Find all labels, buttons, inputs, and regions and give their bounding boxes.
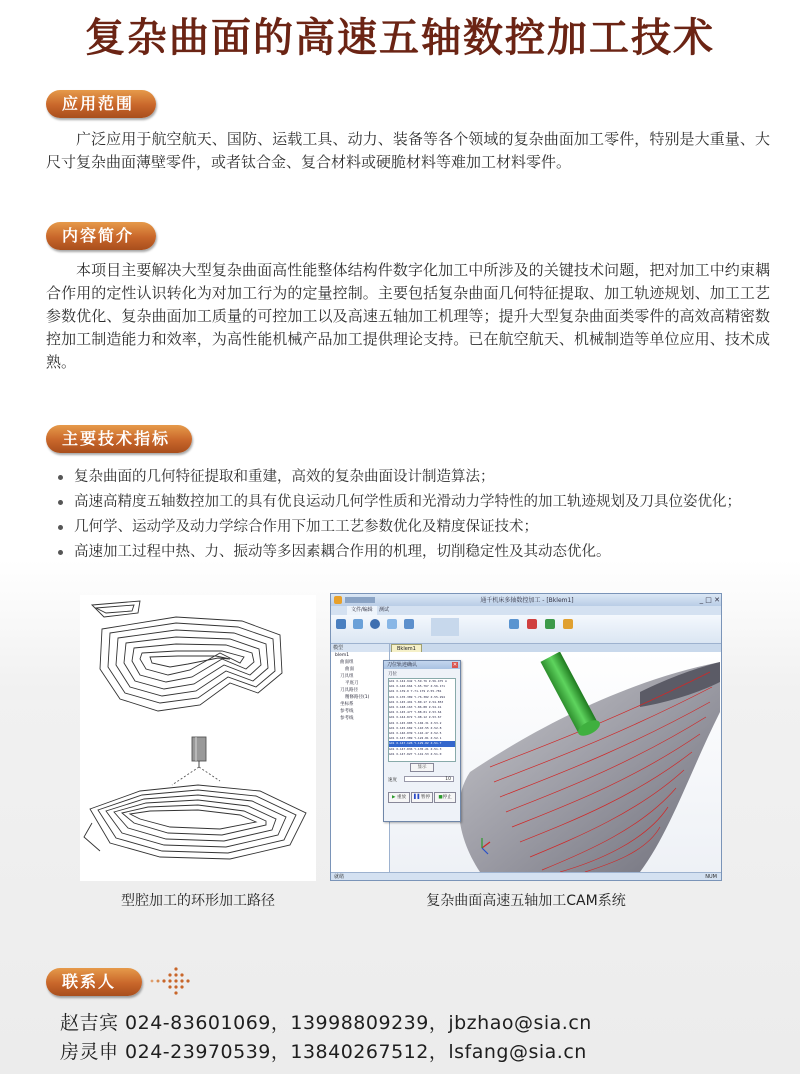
toolpath-confirm-dialog xyxy=(383,660,461,822)
model-tree-panel xyxy=(331,644,390,872)
nc-line[interactable]: GO1 X-145.682 Y-110.55 Z-52.8 xyxy=(389,725,442,730)
tree-item[interactable]: 参考线 xyxy=(340,716,354,721)
stop-icon: ■ xyxy=(438,795,443,800)
indicator-text: 高速加工过程中热、力、振动等多因素耦合作用的机理，切削稳定性及其动态优化。 xyxy=(74,544,611,560)
nc-line[interactable]: GO1 X-147.126 Y-129.02 Z-51.7 xyxy=(389,741,455,746)
decorative-dots-icon xyxy=(150,966,194,996)
section-heading-summary: 内容简介 xyxy=(46,222,156,250)
summary-paragraph: 本项目主要解决大型复杂曲面高性能整体结构件数字化加工中所涉及的关键技术问题，把对加工中约束耦合作用的定性认识转化为对加工行为的定量控制。主要包括复杂曲面几何特征提取、加工轨迹规划、加工工艺参数优化、复杂曲面加工质量的可控加工以及高速五轴加工机理等；提升大型复杂曲面类零件的高效高精密数控加工制造能力和效率，为高性能机械产品加工提供理论支持。已在航空航天、机械制造等单位应用、技术成熟。 xyxy=(46,261,770,371)
cam-window-title: 通千机床多轴数控加工 - [Bklem1] xyxy=(480,597,574,604)
cam-title-bar xyxy=(331,594,722,606)
toolpath-check-icon[interactable] xyxy=(527,619,537,629)
dialog-show-button[interactable]: 显示 xyxy=(410,763,434,772)
stop-button[interactable] xyxy=(434,792,456,803)
pause-button[interactable] xyxy=(411,792,433,803)
dialog-list-label: 刀位 xyxy=(388,672,397,677)
tree-item[interactable]: blem1 xyxy=(335,653,350,658)
view-tools-group[interactable] xyxy=(431,618,459,636)
bullet-dot-icon xyxy=(58,500,63,505)
window-controls[interactable]: _ □ ✕ xyxy=(699,596,720,604)
status-right: NUM xyxy=(705,874,717,880)
tree-item[interactable]: 曲面组 xyxy=(340,660,354,665)
section-heading-application: 应用范围 xyxy=(46,90,156,118)
play-icon: ▶ xyxy=(392,795,396,800)
contact-line: 房灵申 024-23970539，13840267512，lsfang@sia.cn xyxy=(60,1041,587,1063)
indicator-text: 高速高精度五轴数控加工的具有优良运动几何学性质和光滑动力学特性的加工轨迹规划及刀具位姿优化； xyxy=(74,494,741,510)
stop-label: 停止 xyxy=(442,795,452,800)
nc-line[interactable]: GO1 X-142.942 Y-59.76 Z-56.475 A xyxy=(389,679,447,683)
nc-code-list[interactable] xyxy=(388,678,456,762)
right-figure-caption: 复杂曲面高速五轴加工CAM系统 xyxy=(426,893,626,909)
ribbon-body xyxy=(331,615,722,644)
tree-item[interactable]: 参考线 xyxy=(340,709,354,714)
bullet-dot-icon xyxy=(58,475,63,480)
status-left: 就绪 xyxy=(334,874,345,880)
contact-line: 赵吉宾 024-83601069，13998809239，jbzhao@sia.cn xyxy=(60,1012,592,1034)
select-all-icon[interactable] xyxy=(353,619,363,629)
replay-button[interactable] xyxy=(388,792,410,803)
ribbon-tabbar xyxy=(331,606,722,615)
bullet-dot-icon xyxy=(58,525,63,530)
nc-line[interactable]: GO1 X-144.872 Y-98.12 Z-53.67 xyxy=(389,715,442,720)
nc-line[interactable]: GO1 X-140.664 Y-65.767 Z-56.171 xyxy=(389,684,445,689)
output-code-icon[interactable] xyxy=(563,619,573,629)
indicator-item xyxy=(58,515,778,540)
bullet-dot-icon xyxy=(58,550,63,555)
ribbon-tab-test[interactable]: 测试 xyxy=(379,607,390,613)
ribbon-tab-file[interactable]: 文件/编辑 xyxy=(347,606,377,615)
section-heading-indicators: 主要技术指标 xyxy=(46,425,192,453)
tree-item[interactable]: 平底刀 xyxy=(345,681,359,686)
rotate-icon[interactable] xyxy=(370,619,380,629)
nc-line[interactable]: GO1 X-147.389 Y-122.81 Z-52.1 xyxy=(389,736,442,741)
pause-label: 暂停 xyxy=(420,795,430,800)
indicator-list xyxy=(58,465,778,565)
import-icon[interactable] xyxy=(336,619,346,629)
process-param-icon[interactable] xyxy=(545,619,555,629)
dialog-close-icon[interactable]: ✕ xyxy=(452,662,458,668)
section-heading-contacts: 联系人 xyxy=(46,968,142,996)
pan-icon[interactable] xyxy=(404,619,414,629)
nc-line[interactable]: GO1 X-145.905 Y-104.31 Z-53.2 xyxy=(389,720,442,725)
nc-line[interactable]: GO1 X-135.389 Y-76.382 Z-55.294 xyxy=(389,694,445,699)
zoom-icon[interactable] xyxy=(387,619,397,629)
pause-icon: ▌▌ xyxy=(414,795,421,800)
document-tab[interactable]: Bklem1 xyxy=(391,644,422,654)
nc-line[interactable]: GO1 X-146.039 Y-116.47 Z-52.5 xyxy=(389,731,442,736)
nc-line[interactable]: GO1 X-139.0 Y-71.179 Z-55.781 xyxy=(389,689,442,694)
indicator-text: 几何学、运动学及动力学综合作用下加工工艺参数优化及精度保证技术； xyxy=(74,519,538,535)
toolpath-figure xyxy=(80,595,316,881)
tree-item[interactable]: 坐标系 xyxy=(340,702,354,707)
application-paragraph: 广泛应用于航空航天、国防、运载工具、动力、装备等各个领域的复杂曲面加工零件，特别是大重量、大尺寸复杂曲面薄壁零件，或者钛合金、复合材料或硬脆材料等难加工材料零件。 xyxy=(46,130,770,171)
status-bar xyxy=(331,872,722,881)
tree-item[interactable]: 刀具路径 xyxy=(340,688,358,693)
indicator-text: 复杂曲面的几何特征提取和重建，高效的复杂曲面设计制造算法； xyxy=(74,469,495,485)
toolpath-drawing xyxy=(80,595,316,881)
replay-label: 重放 xyxy=(396,795,406,800)
toolpath-generate-icon[interactable] xyxy=(509,619,519,629)
nc-line[interactable]: GO1 X-147.027 Y-141.53 Z-51.0 xyxy=(389,751,442,756)
tree-item[interactable]: 曲面 xyxy=(345,667,354,672)
tree-item[interactable]: 精修路径(1) xyxy=(345,695,370,700)
nc-line[interactable]: GO1 X-145.477 Y-88.01 Z-53.64 xyxy=(389,710,442,715)
cam-window xyxy=(330,593,722,881)
model-tree-title: 模型 xyxy=(331,644,389,652)
indicator-item xyxy=(58,490,778,515)
nc-line[interactable]: GO1 X-148.163 Y-86.88 Z-54.41 xyxy=(389,705,442,710)
left-figure-caption: 型腔加工的环形加工路径 xyxy=(121,893,275,909)
indicator-item xyxy=(58,540,778,565)
nc-line[interactable]: GO1 X-147.036 Y-135.21 Z-51.3 xyxy=(389,746,442,751)
nc-line[interactable]: GO1 X-145.491 Y-80.17 Z-54.853 xyxy=(389,699,444,704)
speed-label: 速度 xyxy=(388,778,397,783)
tree-item[interactable]: 刀具组 xyxy=(340,674,354,679)
page-title: 复杂曲面的高速五轴数控加工技术 xyxy=(85,15,715,61)
indicator-item xyxy=(58,465,778,490)
dialog-title: 刀位轨迹确认 xyxy=(384,661,460,669)
speed-input[interactable]: 10 xyxy=(404,776,454,782)
